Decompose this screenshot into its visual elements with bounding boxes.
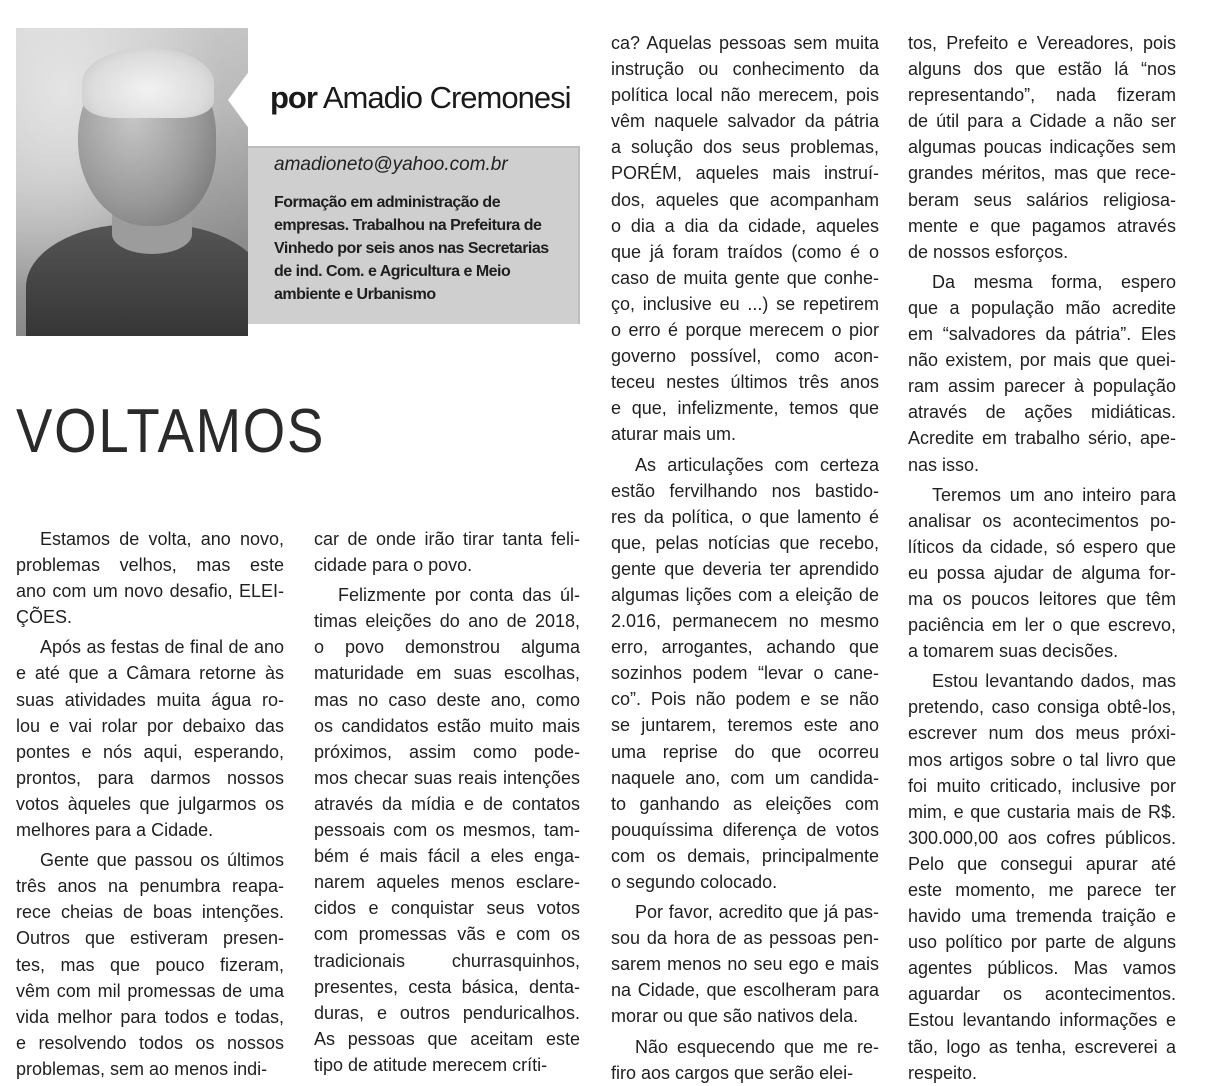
text-line: bém é mais fácil a eles enga- bbox=[314, 846, 580, 867]
byline-prefix: por bbox=[270, 80, 317, 115]
text-line: erro, arrogantes, achando que bbox=[611, 637, 879, 658]
text-line: ram assim parecer à população bbox=[908, 376, 1176, 397]
bio-line: ambiente e Urbanismo bbox=[274, 286, 436, 303]
text-line: Felizmente por conta das úl- bbox=[338, 585, 580, 606]
text-line: mas no caso deste ano, como bbox=[314, 689, 580, 710]
text-line: governo possível, como acon- bbox=[611, 346, 879, 367]
text-line: res da política, o que lamento é bbox=[611, 506, 879, 527]
text-line: com promessas vãs e com os bbox=[314, 924, 580, 945]
text-line: rece cheias de boas intenções. bbox=[16, 902, 284, 923]
text-line: co”. Pois não podem e se não bbox=[611, 689, 879, 710]
text-line: cidos e conquistar seus votos bbox=[314, 898, 580, 919]
text-line: ÇÕES. bbox=[16, 607, 73, 628]
author-bio bbox=[274, 191, 574, 306]
text-line: ca? Aquelas pessoas sem muita bbox=[611, 33, 879, 53]
text-line: escrever num dos meus próxi- bbox=[908, 723, 1176, 744]
text-line: pretendo, caso consiga obtê-los, bbox=[908, 697, 1176, 718]
text-line: pessoais com os mesmos, tam- bbox=[314, 820, 580, 841]
text-line: através da mídia e de contatos bbox=[314, 793, 580, 814]
text-line: paciência em ler o que escrevo, bbox=[908, 615, 1176, 636]
text-line: foi muito criticado, inclusive por bbox=[908, 775, 1176, 796]
text-line: na Cidade, que escolheram para bbox=[611, 980, 879, 1001]
text-line: Por favor, acredito que já pas- bbox=[635, 902, 879, 923]
text-line: tes, mas que pouco fizeram, bbox=[16, 954, 284, 975]
text-line: a solução dos seus problemas, bbox=[611, 137, 879, 158]
text-line: os candidatos estão muito mais bbox=[314, 715, 580, 736]
text-line: alguns dos que estão lá “nos bbox=[908, 59, 1176, 80]
text-line: tradicionais churrasquinhos, bbox=[314, 950, 580, 971]
bio-line: Vinhedo por seis anos nas Secretarias bbox=[274, 240, 549, 257]
text-line: em “salvadores da pátria”. Eles bbox=[908, 324, 1176, 345]
text-line: teceu nestes últimos três anos bbox=[611, 372, 879, 393]
photo-hair bbox=[82, 48, 214, 118]
text-line: analisar os acontecimentos po- bbox=[908, 510, 1176, 531]
text-line: algumas lições com a eleição de bbox=[611, 584, 879, 605]
text-line: As articulações com certeza bbox=[635, 454, 879, 475]
article-column-3 bbox=[611, 30, 879, 1086]
text-line: e resolvendo todos os nossos bbox=[16, 1032, 284, 1053]
text-line: suas atividades muita água ro- bbox=[16, 689, 284, 710]
text-line: caso de muita gente que conhe- bbox=[611, 267, 879, 288]
text-line: presentes, cesta básica, denta- bbox=[314, 976, 580, 997]
text-line: vêm com mil promessas de uma bbox=[16, 980, 284, 1001]
text-line: Da mesma forma, espero bbox=[932, 271, 1176, 292]
text-line: Após as festas de final de ano bbox=[40, 637, 284, 658]
text-line: Outros que estiveram presen- bbox=[16, 928, 284, 949]
text-line: melhores para a Cidade. bbox=[16, 820, 214, 841]
text-line: prontos, para darmos nossos bbox=[16, 767, 284, 788]
byline-notch bbox=[228, 70, 250, 130]
text-line: se juntarem, teremos este ano bbox=[611, 715, 879, 736]
text-line: vida melhor para todos e todas, bbox=[16, 1006, 284, 1027]
byline bbox=[270, 80, 570, 116]
text-line: próximos, assim como pode- bbox=[314, 741, 580, 762]
text-line: PORÉM, aqueles mais instruí- bbox=[611, 163, 879, 184]
article-column-2 bbox=[314, 526, 580, 1078]
text-line: car de onde irão tirar tanta feli- bbox=[314, 529, 580, 549]
text-line: sozinhos podem “levar o cane- bbox=[611, 663, 879, 684]
text-line: estão fervilhando nos bastido- bbox=[611, 480, 879, 501]
text-line: sarem menos no seu ego e mais bbox=[611, 954, 879, 975]
text-line: Não esquecendo que me re- bbox=[635, 1036, 879, 1057]
text-line: problemas velhos, mas este bbox=[16, 555, 284, 576]
article-column-1 bbox=[16, 526, 284, 1082]
text-line: havido uma tremenda traição e bbox=[908, 906, 1176, 927]
text-line: grandes méritos, mas que rece- bbox=[908, 163, 1176, 184]
text-line: Pelo que consegui apurar até bbox=[908, 853, 1176, 874]
text-line: líticos da cidade, só espero que bbox=[908, 536, 1176, 557]
text-line: ma os poucos leitores que têm bbox=[908, 588, 1176, 609]
author-email: amadioneto@yahoo.com.br bbox=[274, 154, 508, 175]
text-line: três anos na penumbra reapa- bbox=[16, 876, 284, 897]
text-line: uso político por parte de alguns bbox=[908, 932, 1176, 953]
text-line: Estamos de volta, ano novo, bbox=[40, 529, 284, 549]
text-line: pontes e nós aqui, esperando, bbox=[16, 741, 284, 762]
text-line: to ganhando as eleições com bbox=[611, 793, 879, 814]
text-line: duras, e outros penduricalhos. bbox=[314, 1002, 580, 1023]
text-line: mim, e que custaria mais de R$. bbox=[908, 801, 1176, 822]
text-line: votos àqueles que julgarmos os bbox=[16, 793, 284, 814]
text-line: e que, infelizmente, temos que bbox=[611, 398, 879, 419]
text-line: de nossos esforços. bbox=[908, 241, 1069, 262]
text-line: tão, logo as tenha, escreverei a bbox=[908, 1036, 1176, 1057]
text-line: o povo demonstrou alguma bbox=[314, 637, 580, 658]
text-line: pouquíssima diferença de votos bbox=[611, 819, 879, 840]
text-line: 2.016, permanecem no mesmo bbox=[611, 611, 879, 632]
author-photo bbox=[16, 28, 248, 336]
text-line: o dia a dia da cidade, aqueles bbox=[611, 215, 879, 236]
text-line: que já foram traídos (como é o bbox=[611, 241, 879, 262]
bio-line: empresas. Trabalhou na Prefeitura de bbox=[274, 217, 542, 234]
text-line: problemas, sem ao menos indi- bbox=[16, 1058, 268, 1079]
text-line: e até que a Câmara retorne às bbox=[16, 663, 284, 684]
text-line: Estou levantando dados, mas bbox=[932, 671, 1176, 692]
article-title: VOLTAMOS bbox=[16, 397, 326, 466]
text-line: vêm naquele salvador da pátria bbox=[611, 111, 879, 132]
text-line: com os demais, principalmente bbox=[611, 845, 879, 866]
text-line: cidade para o povo. bbox=[314, 555, 473, 576]
text-line: ano com um novo desafio, ELEI- bbox=[16, 581, 284, 602]
text-line: gente que deveria ter aprendido bbox=[611, 558, 879, 579]
text-line: o erro é porque merecem o pior bbox=[611, 320, 879, 341]
text-line: maturidade em suas escolhas, bbox=[314, 663, 580, 684]
text-line: lou e vai rolar por debaixo das bbox=[16, 715, 284, 736]
text-line: aturar mais um. bbox=[611, 424, 737, 445]
text-line: sou da hora de as pessoas pen- bbox=[611, 928, 879, 949]
text-line: beram seus salários religiosa- bbox=[908, 189, 1176, 210]
text-line: tipo de atitude merecem críti- bbox=[314, 1054, 548, 1075]
text-line: respeito. bbox=[908, 1062, 978, 1083]
text-line: 300.000,00 aos cofres públicos. bbox=[908, 827, 1176, 848]
bio-line: de ind. Com. e Agricultura e Meio bbox=[274, 263, 511, 280]
text-line: de útil para a Cidade a não ser bbox=[908, 111, 1176, 132]
text-line: nas isso. bbox=[908, 454, 980, 475]
text-line: aguardar os acontecimentos. bbox=[908, 984, 1176, 1005]
text-line: através de ações midiáticas. bbox=[908, 402, 1176, 423]
text-line: instrução ou conhecimento da bbox=[611, 59, 879, 80]
text-line: Acredite em trabalho sério, ape- bbox=[908, 428, 1176, 449]
author-name: Amadio Cremonesi bbox=[322, 80, 571, 115]
text-line: As pessoas que aceitam este bbox=[314, 1028, 580, 1049]
text-line: morar ou que são nativos dela. bbox=[611, 1006, 859, 1027]
text-line: eu possa ajudar de alguma for- bbox=[908, 562, 1176, 583]
text-line: firo aos cargos que serão elei- bbox=[611, 1062, 854, 1083]
text-line: não existem, por mais que quei- bbox=[908, 350, 1176, 371]
text-line: a tomarem suas decisões. bbox=[908, 641, 1119, 662]
text-line: timas eleições do ano de 2018, bbox=[314, 611, 580, 632]
article-column-4 bbox=[908, 30, 1176, 1086]
text-line: o segundo colocado. bbox=[611, 872, 778, 892]
text-line: dos, aqueles que acompanham bbox=[611, 189, 879, 210]
text-line: mente e que pagamos através bbox=[908, 215, 1176, 236]
text-line: Gente que passou os últimos bbox=[40, 850, 284, 871]
text-line: Estou levantando informações e bbox=[908, 1010, 1176, 1031]
text-line: algumas poucas indicações sem bbox=[908, 137, 1176, 158]
text-line: representando”, nada fizeram bbox=[908, 85, 1176, 106]
text-line: que a população mão acredite bbox=[908, 297, 1176, 318]
bio-line: Formação em administração de bbox=[274, 194, 501, 211]
text-line: narem aqueles menos esclare- bbox=[314, 872, 580, 893]
text-line: agentes públicos. Mas vamos bbox=[908, 958, 1176, 979]
text-line: Teremos um ano inteiro para bbox=[932, 484, 1176, 505]
text-line: tos, Prefeito e Vereadores, pois bbox=[908, 33, 1176, 53]
text-line: mos artigos sobre o tal livro que bbox=[908, 749, 1176, 770]
text-line: este momento, me parece ter bbox=[908, 880, 1176, 900]
text-line: ço, inclusive eu ...) se repetirem bbox=[611, 293, 879, 314]
text-line: que, pelas notícias que recebo, bbox=[611, 532, 879, 553]
text-line: naquele ano, com um candida- bbox=[611, 767, 879, 788]
text-line: política local não merecem, pois bbox=[611, 85, 879, 106]
text-line: mos checar suas reais intenções bbox=[314, 767, 580, 788]
text-line: uma reprise do que ocorreu bbox=[611, 741, 879, 762]
